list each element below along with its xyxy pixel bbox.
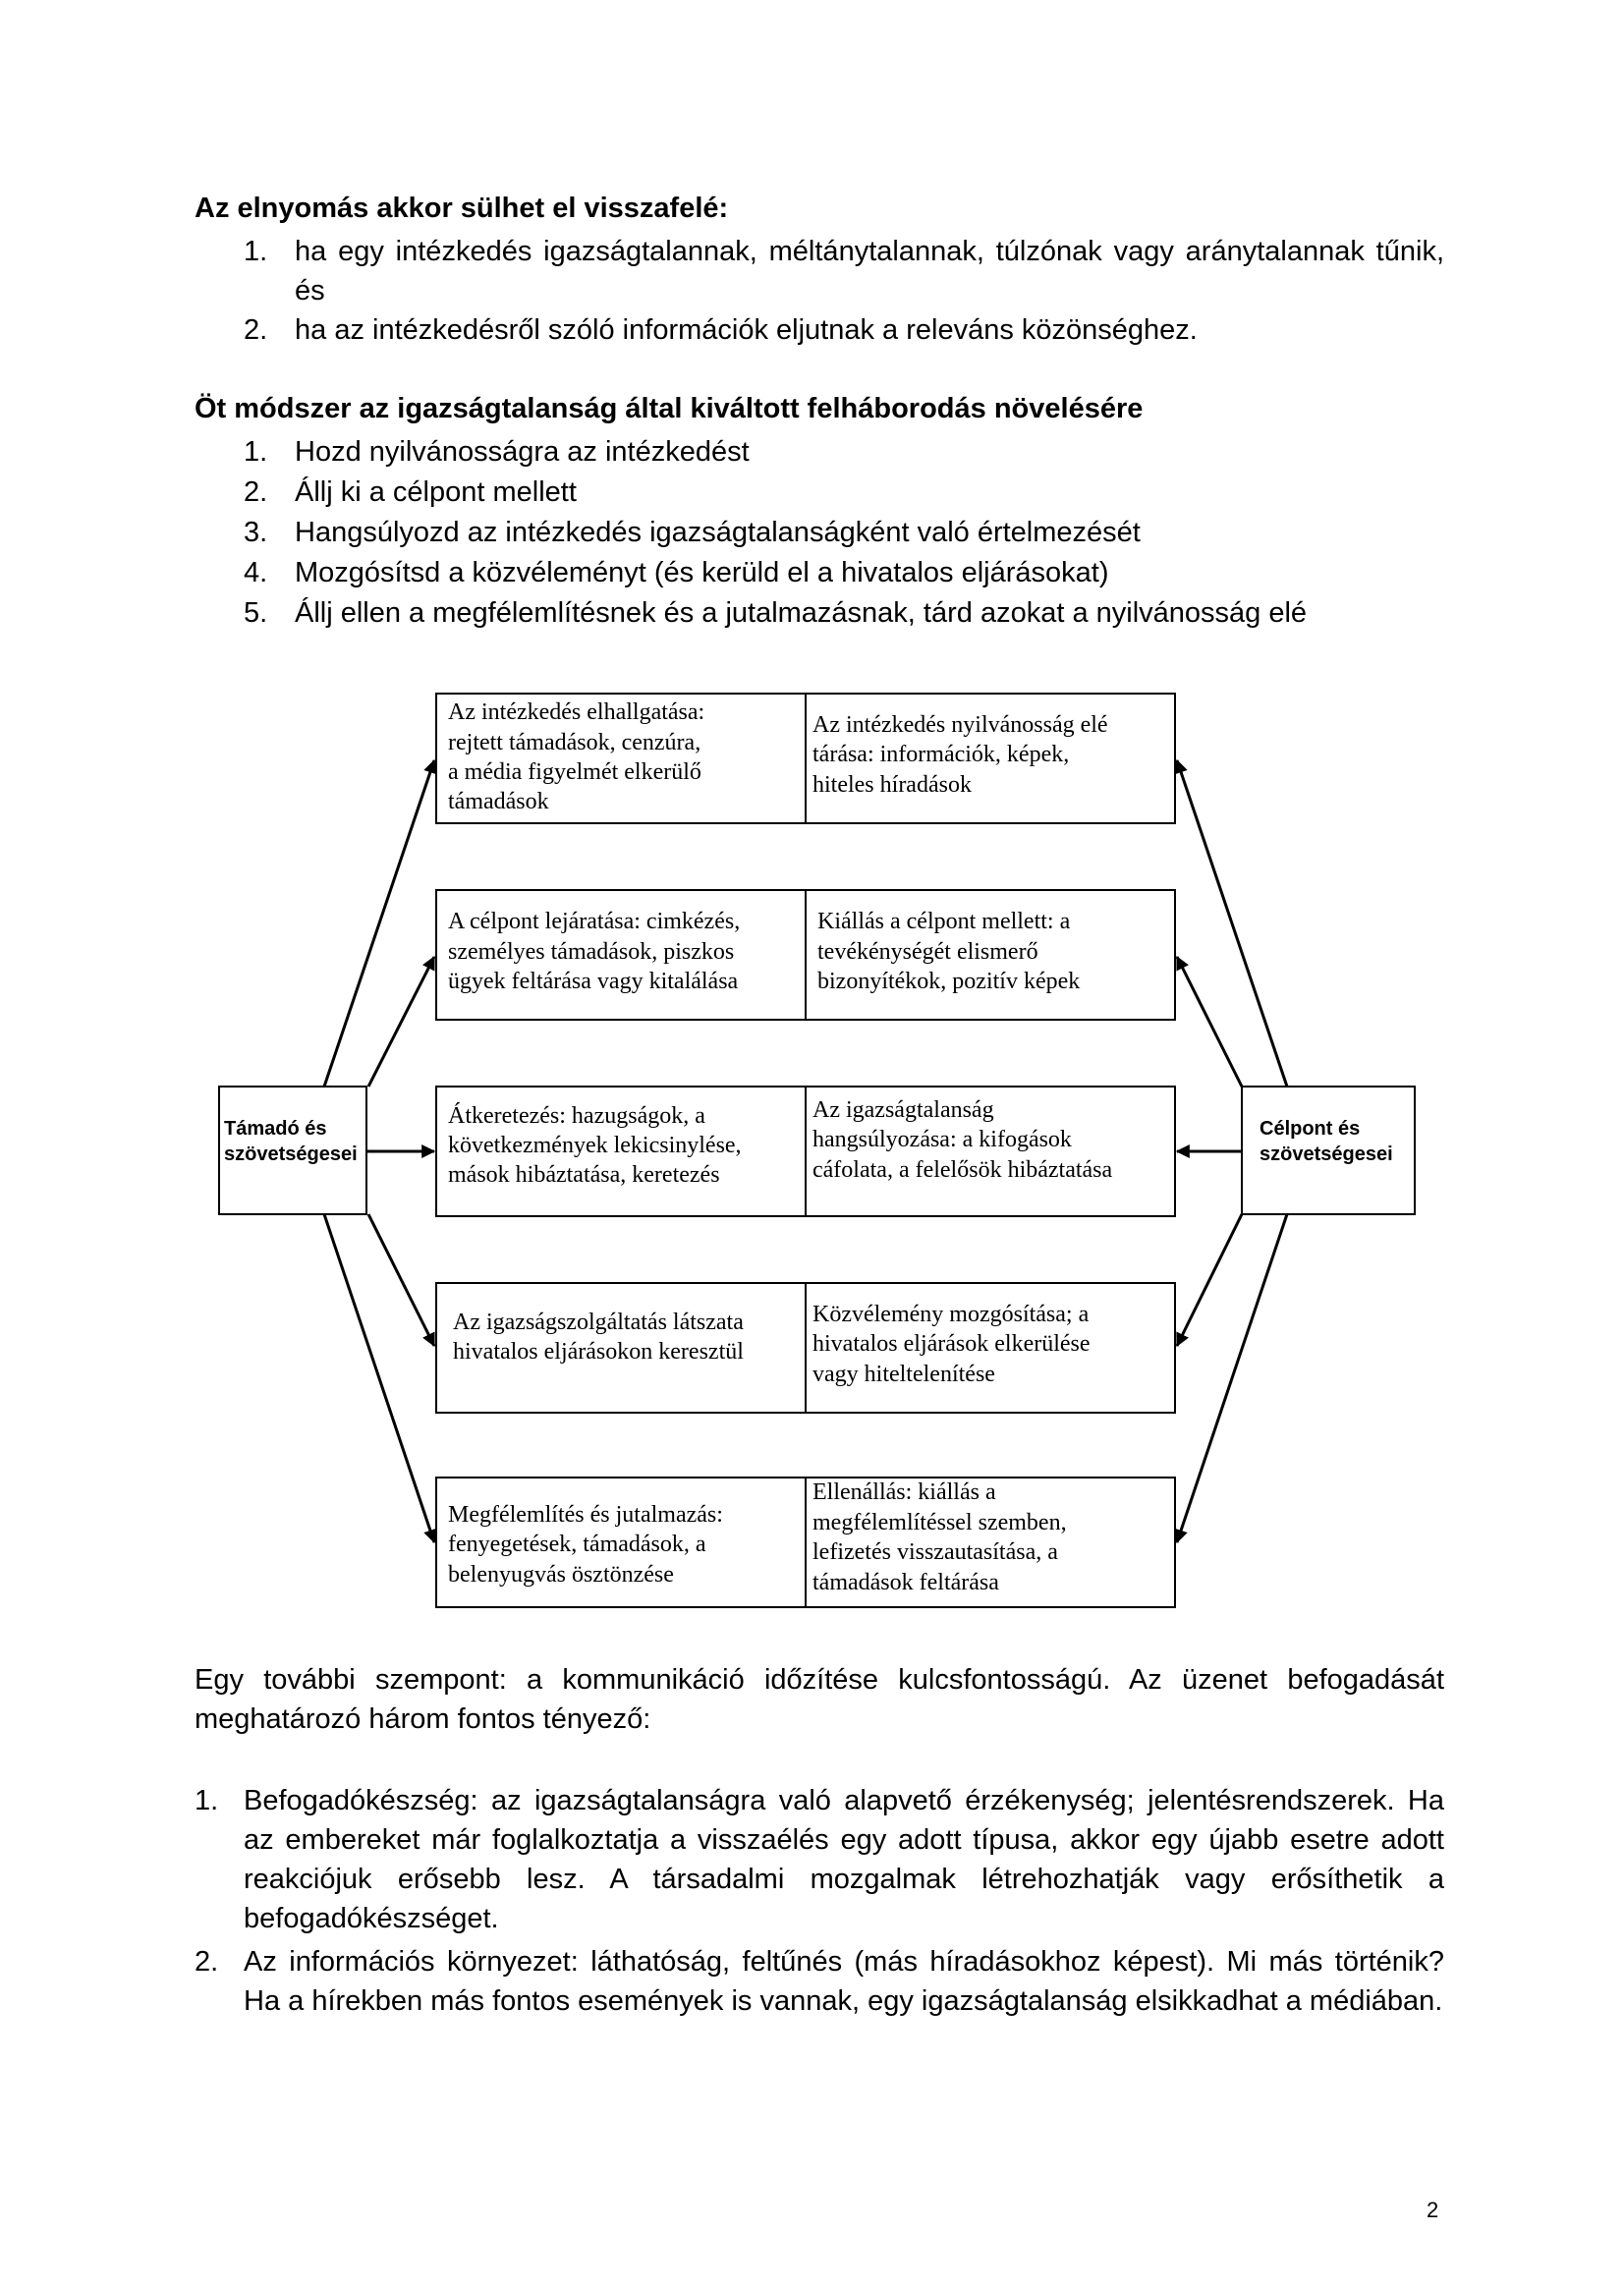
list-item: [195, 553, 1444, 593]
tactic-text-line: személyes támadások, piszkos: [448, 939, 735, 965]
diagram-row-2: [436, 890, 1175, 1020]
diagram-row-4: [436, 1283, 1175, 1413]
tactic-text-line: rejtett támadások, cenzúra,: [448, 730, 701, 755]
arrow-icon: [1177, 957, 1242, 1087]
list-item: [195, 310, 1444, 350]
page-number: 2: [1427, 2198, 1439, 2222]
target-label-line: Célpont és: [1260, 1118, 1361, 1140]
list-item-text: ha egy intézkedés igazságtalannak, méltánytalannak, túlzónak vagy aránytalannak tűnik, és: [295, 236, 1444, 307]
list-number: 2.: [244, 476, 268, 508]
tactic-text-line: Az igazságszolgáltatás látszata: [453, 1310, 744, 1335]
list-item: [195, 1942, 1444, 2021]
list-number: 1.: [244, 436, 268, 468]
list-number: 5.: [244, 597, 268, 629]
list-item: [195, 473, 1444, 513]
tactic-text-line: Megfélemlítés és jutalmazás:: [448, 1502, 723, 1528]
tactic-text-line: hivatalos eljárásokon keresztül: [453, 1339, 744, 1365]
target-label-line: szövetségesei: [1260, 1144, 1393, 1165]
tactic-text-line: következmények lekicsinylése,: [448, 1133, 742, 1158]
list-number: 1.: [195, 1785, 219, 1816]
section-heading-backfire: Az elnyomás akkor sülhet el visszafelé:: [195, 193, 729, 224]
arrow-icon: [368, 1214, 434, 1346]
tactic-text-line: tárása: információk, képek,: [812, 742, 1070, 767]
arrow-icon: [368, 957, 434, 1087]
list-number: 4.: [244, 557, 268, 588]
list-item-text: Hangsúlyozd az intézkedés igazságtalanságként való értelmezését: [295, 517, 1141, 548]
list-number: 3.: [244, 517, 268, 548]
tactic-text-line: cáfolata, a felelősök hibáztatása: [812, 1157, 1113, 1183]
tactic-text-line: hiteles híradások: [812, 772, 972, 798]
list-item-text: Mozgósítsd a közvéleményt (és kerüld el a hivatalos eljárásokat): [295, 557, 1109, 588]
attacker-label-line: Támadó és: [224, 1118, 327, 1140]
tactic-text-line: lefizetés visszautasítása, a: [812, 1539, 1058, 1565]
tactic-text-line: belenyugvás ösztönzése: [448, 1562, 674, 1588]
tactic-text-line: fenyegetések, támadások, a: [448, 1532, 706, 1557]
timing-paragraph: Egy további szempont: a kommunikáció időzítése kulcsfontosságú. Az üzenet befogadását meghatározó három fontos tényező:: [195, 1664, 1444, 1735]
tactic-text-line: a média figyelmét elkerülő: [448, 759, 701, 785]
arrow-icon: [1177, 1214, 1242, 1346]
list-item-text: Állj ellen a megfélemlítésnek és a jutalmazásnak, tárd azokat a nyilvánosság elé: [295, 597, 1308, 629]
tactic-text-line: Az intézkedés elhallgatása:: [448, 699, 705, 725]
list-number: 1.: [244, 236, 268, 267]
arrow-icon: [324, 1214, 434, 1542]
factors-list: [195, 1781, 1444, 2021]
tactic-text-line: Az intézkedés nyilvánosság elé: [812, 712, 1108, 738]
tactic-text-line: A célpont lejáratása: cimkézés,: [448, 909, 741, 934]
tactic-text-line: mások hibáztatása, keretezés: [448, 1162, 720, 1188]
attacker-box: [219, 1087, 366, 1214]
list-item-text: Az információs környezet: láthatóság, feltűnés (más híradásokhoz képest). Mi más történik? Ha a hírekben más fontos események is vannak, egy igazságtalanság elsikkadhat a médiában.: [244, 1946, 1444, 2017]
tactic-text-line: hangsúlyozása: a kifogások: [812, 1127, 1072, 1152]
list-item-text: ha az intézkedésről szóló információk eljutnak a releváns közönséghez.: [295, 314, 1198, 346]
tactic-text-line: támadások feltárása: [812, 1570, 999, 1595]
tactic-text-line: tevékénységét elismerő: [817, 939, 1038, 965]
arrow-icon: [324, 760, 434, 1087]
tactic-text-line: hivatalos eljárások elkerülése: [812, 1331, 1091, 1357]
section-heading-methods: Öt módszer az igazságtalanság által kiváltott felháborodás növelésére: [195, 393, 1144, 424]
list-item-text: Befogadókészség: az igazságtalanságra való alapvető érzékenység; jelentésrendszerek. Ha az embereket már foglalkoztatja a visszaélés egy adott típusa, akkor egy újabb esetre adott reakciójuk erősebb lesz. A társadalmi mozgalmak létrehozhatják vagy erősíthetik a befogadókészséget.: [244, 1785, 1444, 1934]
list-number: 2.: [244, 314, 268, 346]
target-box: [1242, 1087, 1415, 1214]
list-number: 2.: [195, 1946, 219, 1978]
tactic-text-line: Közvélemény mozgósítása; a: [812, 1302, 1090, 1327]
list-item: [195, 432, 1444, 473]
arrow-icon: [1177, 1214, 1287, 1542]
tactic-text-line: Ellenállás: kiállás a: [812, 1479, 996, 1505]
list-item-text: Állj ki a célpont mellett: [295, 476, 577, 508]
diagram-row-5: [436, 1478, 1175, 1607]
diagram-row-1: [436, 694, 1175, 823]
tactic-text-line: Az igazságtalanság: [812, 1097, 994, 1123]
backfire-diagram: [206, 680, 1425, 1621]
tactic-text-line: bizonyítékok, pozitív képek: [817, 969, 1081, 994]
tactic-text-line: megfélemlítéssel szemben,: [812, 1510, 1067, 1535]
list-item: [195, 513, 1444, 553]
list-item-text: Hozd nyilvánosságra az intézkedést: [295, 436, 750, 468]
list-item: [195, 1781, 1444, 1938]
backfire-conditions-list: [195, 232, 1444, 350]
list-item: [195, 232, 1444, 310]
tactic-text-line: ügyek feltárása vagy kitalálása: [448, 969, 739, 994]
tactic-text-line: Átkeretezés: hazugságok, a: [448, 1103, 705, 1129]
tactic-text-line: Kiállás a célpont mellett: a: [817, 909, 1071, 934]
arrow-icon: [1177, 760, 1287, 1087]
diagram-row-3: [436, 1087, 1175, 1216]
methods-list: [195, 432, 1444, 634]
attacker-label-line: szövetségesei: [224, 1144, 358, 1165]
tactic-text-line: vagy hiteltelenítése: [812, 1362, 995, 1387]
list-item: [195, 593, 1444, 634]
tactic-text-line: támadások: [448, 789, 549, 814]
